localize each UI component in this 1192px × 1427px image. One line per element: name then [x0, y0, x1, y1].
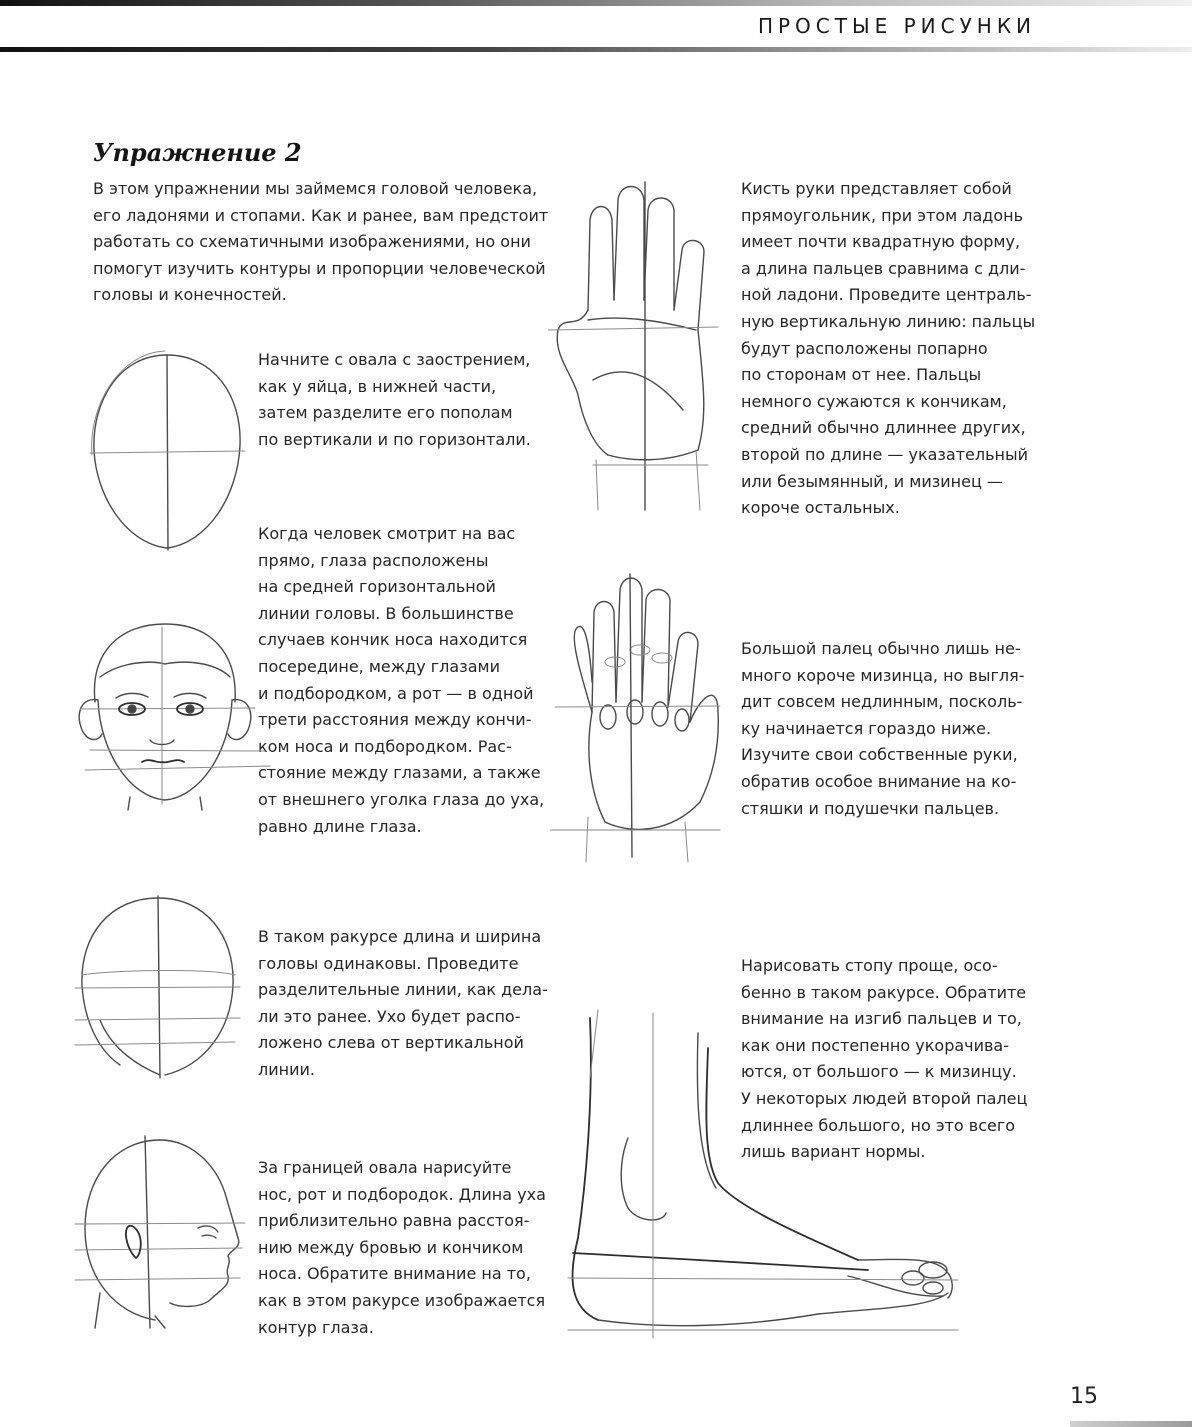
intro-paragraph: В этом упражнении мы займемся головой человека, его ладонями и стопами. Как и ранее, вам предстоит работать со схематичными изображениями, но они помогут изучить контуры и пропорции человеческой головы и конечностей. [93, 179, 549, 305]
exercise-title: Упражнение 2 [93, 138, 302, 167]
head-profile-sketch [70, 1128, 250, 1338]
head-profile-text: За границей овала нарисуйте нос, рот и подбородок. Длина уха приблизительно равна расстоя- нию между бровью и кончиком носа. Обратите внимание на то, как в этом ракурсе изображается контур глаза. [258, 1158, 546, 1337]
section-header: ПРОСТЫЕ РИСУНКИ [757, 14, 1036, 38]
foot-text: Нарисовать стопу проще, осо- бенно в таком ракурсе. Обратите внимание на изгиб пальцев и то, как они постепенно укорачива- ются, от большого — к мизинцу. У некоторых людей второй палец длиннее большого, но это всего лишь вариант нормы. [741, 956, 1028, 1162]
head-back-sketch [70, 890, 250, 1090]
head-back-side-text: В таком ракурсе длина и ширина головы одинаковы. Проведите разделительные линии, как дела- ли это ранее. Ухо будет распо- ложено слева от вертикальной линии. [258, 927, 548, 1079]
foot-sketch [548, 1008, 973, 1348]
hand-back-sketch [550, 572, 725, 867]
footer-bar [1070, 1421, 1192, 1427]
top-rule [0, 0, 1192, 6]
hand-palm-text: Кисть руки представляет собой прямоугольник, при этом ладонь имеет почти квадратную форму, а длина пальцев сравнима с дли- ной ладони. Проведите централь- ную вертикальную линию: пальцы будут расположены попарно по сторонам от нее. Пальцы немного сужаются к кончикам, средний обычно длиннее других, второй по длине — указательный или безымянный, и мизинец — короче остальных. [741, 179, 1036, 518]
head-oval-text: Начните с овала с заострением, как у яйца, в нижней части, затем разделите его пополам по вертикали и по горизонтали. [258, 350, 531, 449]
hand-palm-sketch [548, 180, 728, 520]
hand-back-text: Большой палец обычно лишь не- много короче мизинца, но выгля- дит совсем недлинным, посколь- ку начинается гораздо ниже. Изучите свои собственные руки, обратив особое внимание на ко- стяшки и подушечки пальцев. [741, 639, 1025, 818]
page-number: 15 [1070, 1384, 1098, 1409]
header-rule [0, 47, 1192, 52]
head-front-sketch [70, 612, 275, 812]
head-oval-sketch [80, 345, 255, 555]
head-front-text: Когда человек смотрит на вас прямо, глаза расположены на средней горизонтальной линии головы. В большинстве случаев кончик носа находится посередине, между глазами и подбородком, а рот — в одной трети расстояния между кончи- ком носа и подбородком. Рас- стояние между глазами, а также от внешнего уголка глаза до уха, равно длине глаза. [258, 524, 545, 836]
